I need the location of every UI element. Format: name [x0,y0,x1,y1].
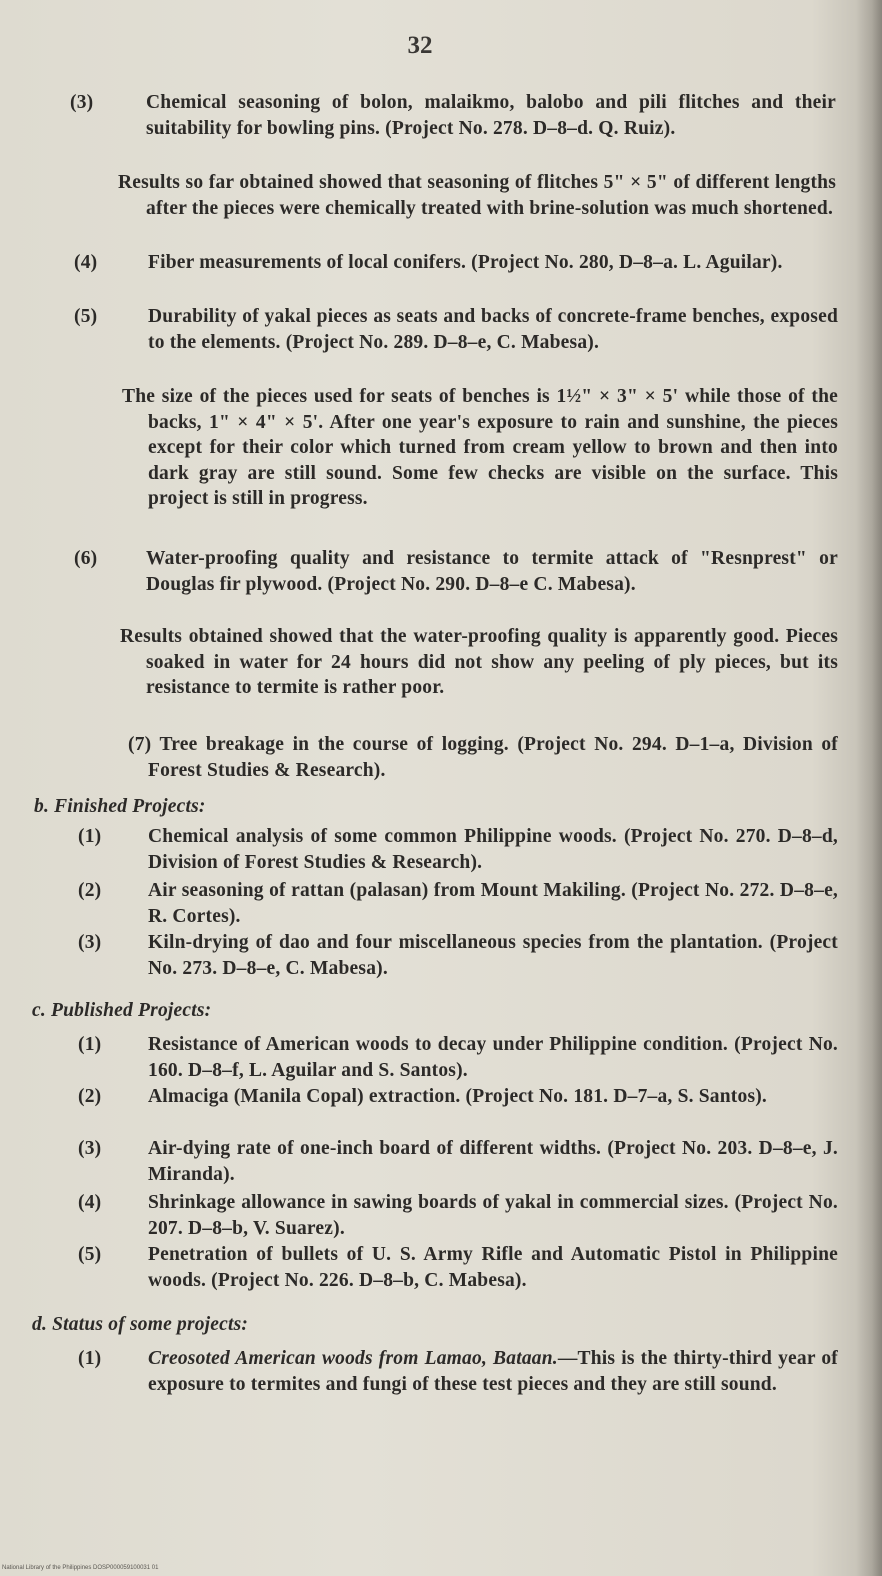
item-text: Tree breakage in the course of logging. (Project No. 294. D–1–a, Division of Forest Studies & Research). [148,734,839,781]
item-text: Shrinkage allowance in sawing boards of yakal in commercial sizes. (Project No. 207. D–8–b, V. Suarez). [148,1192,838,1239]
item-text: Chemical analysis of some common Philippine woods. (Project No. 270. D–8–d, Division of Forest Studies & Research). [148,826,838,873]
item-text: Durability of yakal pieces as seats and backs of concrete-frame benches, exposed to the elements. (Project No. 289. D–8–e, C. Mabesa). [148,306,838,353]
item-text: Penetration of bullets of U. S. Army Rifle and Automatic Pistol in Philippine woods. (Project No. 226. D–8–b, C. Mabesa). [148,1244,838,1291]
item-note: Results obtained showed that the water-proofing quality is apparently good. Pieces soaked in water for 24 hours did not show any peeling of ply pieces, but its resistance to termite is rather poor. [120,626,838,698]
page-edge-shadow [856,0,882,1576]
list-item [78,1136,838,1187]
item-text: Kiln-drying of dao and four miscellaneous species from the plantation. (Project No. 273. D–8–e, C. Mabesa). [148,932,838,979]
item-number: (7) [128,734,152,755]
list-item [78,1084,838,1110]
list-item [70,90,836,141]
section-heading-published: c. Published Projects: [32,1000,212,1021]
item-text: Fiber measurements of local conifers. (Project No. 280, D–8–a. L. Aguilar). [148,252,783,273]
item-number: (2) [78,880,102,901]
page-number: 32 [407,32,433,59]
item-title: Creosoted American woods from Lamao, Bataan. [148,1348,558,1369]
item-number: (5) [78,1244,102,1265]
item-text: Almaciga (Manila Copal) extraction. (Project No. 181. D–7–a, S. Santos). [148,1086,768,1107]
item-number: (3) [78,932,102,953]
item-number: (4) [78,1192,102,1213]
list-item [78,1032,838,1083]
item-note: Results so far obtained showed that seasoning of flitches 5" × 5" of different lengths after the pieces were chemically treated with brine-solution was much shortened. [118,172,836,219]
item-text: Resistance of American woods to decay under Philippine condition. (Project No. 160. D–8–f, L. Aguilar and S. Santos). [148,1034,838,1081]
item-text: Chemical seasoning of bolon, malaikmo, balobo and pili flitches and their suitability for bowling pins. (Project No. 278. D–8–d. Q. Ruiz). [146,92,836,139]
item-text: —This is the thirty-third year of exposure to termites and fungi of these test pieces and they are still sound. [148,1348,838,1395]
item-number: (4) [74,252,98,273]
list-item [78,824,838,875]
item-number: (1) [78,1034,102,1055]
list-item [78,878,838,929]
item-number: (3) [78,1138,102,1159]
item-number: (2) [78,1086,102,1107]
list-item [74,304,838,355]
archive-footer: National Library of the Philippines DOSP000059100031 01 [2,1565,159,1571]
item-number: (1) [78,826,102,847]
list-item [78,1190,838,1241]
list-item [78,1346,838,1397]
list-item [74,546,838,597]
list-item [78,1242,838,1293]
item-number: (6) [74,548,98,569]
list-item [128,732,839,783]
item-number: (5) [74,306,98,327]
item-text: Air seasoning of rattan (palasan) from Mount Makiling. (Project No. 272. D–8–e, R. Cortes). [148,880,838,927]
item-number: (1) [78,1348,102,1369]
item-text: Air-dying rate of one-inch board of different widths. (Project No. 203. D–8–e, J. Miranda). [148,1138,838,1185]
list-item [78,930,838,981]
section-heading-status: d. Status of some projects: [32,1314,249,1335]
list-item [74,250,838,276]
item-number: (3) [70,92,94,113]
item-text: Water-proofing quality and resistance to termite attack of "Resnprest" or Douglas fir plywood. (Project No. 290. D–8–e C. Mabesa). [146,548,838,595]
section-heading-finished: b. Finished Projects: [34,796,206,817]
item-note: The size of the pieces used for seats of benches is 1½" × 3" × 5' while those of the backs, 1" × 4" × 5'. After one year's exposure to rain and sunshine, the pieces except for their color which turned from cream yellow to brown and then into dark gray are still sound. Some few checks are visible on the surface. This project is still in progress. [122,386,838,509]
